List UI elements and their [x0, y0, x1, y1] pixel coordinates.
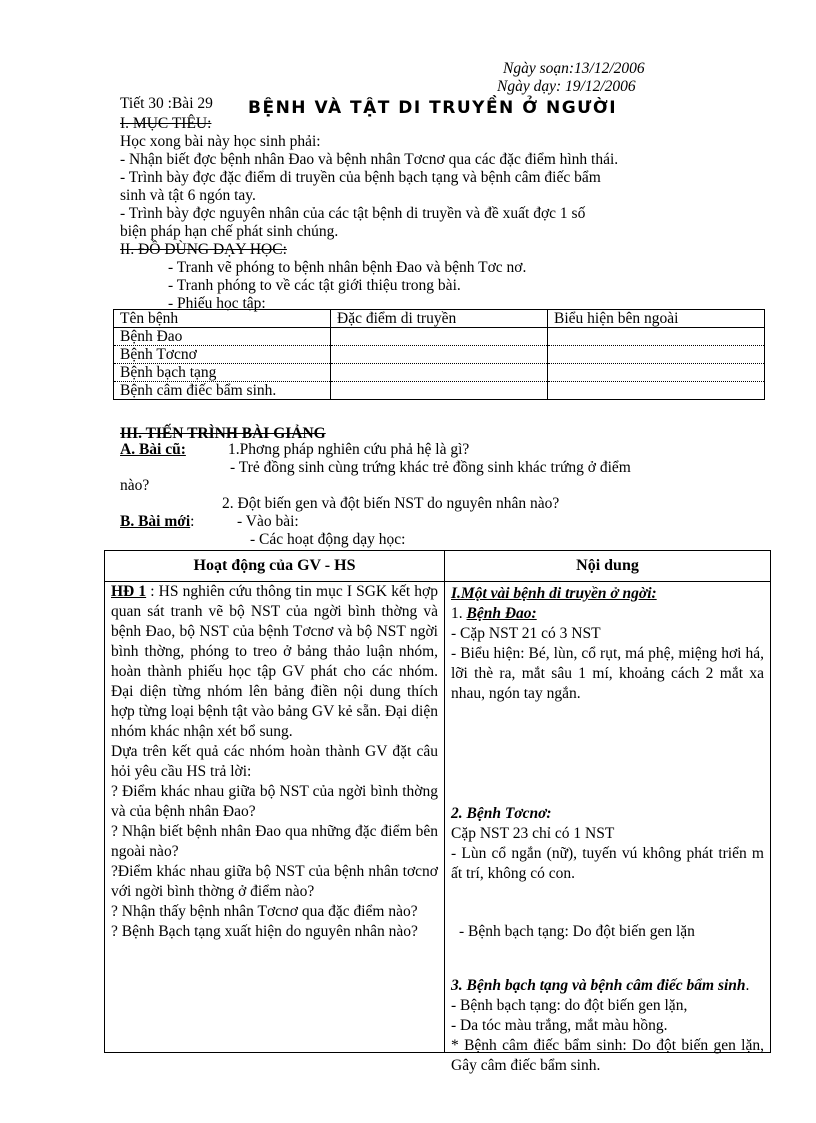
question-paragraph: ? Nhận biết bệnh nhân Đao qua những đặc điểm bên ngoài nào?	[111, 823, 438, 860]
table-cell	[548, 364, 765, 382]
objective-line-2: - Trình bày đợc đặc điểm di truyền của bệnh bạch tạng và bệnh câm điếc bẩm	[120, 169, 601, 186]
table-row	[114, 364, 765, 382]
section3-title: 3. Bệnh bạch tạng và bệnh câm điếc bẩm sinh	[451, 977, 746, 994]
table-cell: Bệnh bạch tạng	[114, 364, 331, 382]
table-header-cell: Biểu hiện bên ngoài	[548, 310, 765, 328]
table-cell: Bệnh Đao	[114, 328, 331, 346]
table-header-row	[114, 310, 765, 328]
hd1-label: HĐ 1	[111, 583, 147, 600]
new-lesson-item-1: - Vào bài:	[237, 513, 299, 530]
material-item-2: - Tranh phóng to về các tật giới thiệu trong bài.	[168, 277, 461, 294]
table-row	[114, 382, 765, 400]
activities-header-row	[105, 551, 771, 582]
new-lesson-colon: :	[190, 513, 195, 530]
table-cell	[331, 364, 548, 382]
section3-line: - Da tóc màu trắng, mắt màu hồng.	[451, 1017, 668, 1034]
section3-block	[451, 976, 764, 1076]
activities-header-right: Nội dung	[445, 551, 771, 582]
objective-line-1: - Nhận biết đợc bệnh nhân Đao và bệnh nhân Tơcnơ qua các đặc điểm hình thái.	[120, 151, 619, 168]
question-paragraph: ?Điểm khác nhau giữa bộ NST của bệnh nhân tơcnơ với ngời bình thờng ở điểm nào?	[111, 863, 438, 900]
table-header-cell: Tên bệnh	[114, 310, 331, 328]
new-lesson-label-row	[120, 513, 194, 531]
objective-line-4: - Trình bày đợc nguyên nhân của các tật bệnh di truyền và đề xuất đợc 1 số	[120, 205, 586, 222]
activities-right-cell	[445, 582, 771, 1074]
dao-heading	[451, 604, 764, 624]
section3-line: * Bệnh câm điếc bẩm sinh: Do đột biến gen lặn, Gây câm điếc bẩm sinh.	[451, 1037, 764, 1074]
section3-title-dot: .	[745, 977, 750, 994]
section3-line: - Bệnh bạch tạng: do đột biến gen lặn,	[451, 997, 688, 1014]
table-cell	[548, 346, 765, 364]
table-cell: Bệnh câm điếc bẩm sinh.	[114, 382, 331, 400]
new-lesson-label: B. Bài mới	[120, 513, 191, 530]
dao-number: 1.	[451, 605, 467, 622]
table-row	[114, 346, 765, 364]
question-paragraph: ? Bệnh Bạch tạng xuất hiện do nguyên nhân nào?	[111, 923, 418, 940]
table-cell	[548, 328, 765, 346]
question-paragraph: ? Nhận thấy bệnh nhân Tơcnơ qua đặc điểm nào?	[111, 903, 418, 920]
section3-title-row	[451, 976, 764, 996]
activities-row	[105, 582, 771, 1053]
objective-line-5: biện pháp hạn chế phát sinh chúng.	[120, 223, 339, 240]
material-item-3: - Phiếu học tập:	[168, 295, 266, 312]
tocno-block	[451, 804, 764, 884]
page-title: BỆNH VÀ TẬT DI TRUYỀN Ở NGƯỜI	[248, 98, 618, 118]
section1-intro: Học xong bài này học sinh phải:	[120, 133, 321, 150]
dao-line: - Biểu hiện: Bé, lùn, cổ rụt, má phệ, miệng hơi há, lỡi thè ra, mắt sâu 1 mí, khoảng cách 2 mắt xa nhau, ngón tay ngắn.	[451, 645, 764, 702]
date-taught: Ngày dạy: 19/12/2006	[497, 78, 636, 95]
tocno-title: 2. Bệnh Tơcnơ:	[451, 805, 552, 822]
old-question-1c: nào?	[120, 477, 150, 494]
dao-line: - Cặp NST 21 có 3 NST	[451, 625, 601, 642]
teacher-activities	[111, 582, 438, 1052]
objective-line-3: sinh và tật 6 ngón tay.	[120, 187, 256, 204]
new-lesson-item-2: - Các hoạt động dạy học:	[250, 531, 406, 548]
table-cell: Bệnh Tơcnơ	[114, 346, 331, 364]
table-cell	[331, 382, 548, 400]
section2-heading: II. ĐỒ DÙNG DẠY HỌC:	[120, 241, 287, 258]
table-cell	[331, 328, 548, 346]
old-lesson-label: A. Bài cũ:	[120, 441, 186, 458]
lesson-content	[451, 582, 764, 1074]
tocno-line: Cặp NST 23 chỉ có 1 NST	[451, 825, 615, 842]
section3-heading: III. TIẾN TRÌNH BÀI GIẢNG	[120, 425, 326, 442]
hd1-text: : HS nghiên cứu thông tin mục I SGK kết hợp quan sát tranh vẽ bộ NST của ngời bình thờng và bệnh Đao, bộ NST của bệnh Tơcnơ và bộ NST ngời bình thờng, phóng to treo ở bảng thảo luận nhóm, hoàn thành phiếu học tập GV phát cho các nhóm. Đại diện từng nhóm lên bảng điền nội dung thích hợp từng loại bệnh tật vào bảng GV kẻ sẵn. Đại diện nhóm khác nhận xét bổ sung.	[111, 583, 438, 740]
bachtang-note: - Bệnh bạch tạng: Do đột biến gen lặn	[459, 923, 695, 940]
table-cell	[331, 346, 548, 364]
table-row	[114, 328, 765, 346]
old-question-1b: - Trẻ đồng sinh cùng trứng khác trẻ đồng sinh khác trứng ở điểm	[230, 459, 631, 476]
content-top-block	[451, 584, 764, 704]
old-question-1: 1.Phơng pháp nghiên cứu phả hệ là gì?	[228, 441, 470, 458]
content-heading: I.Một vài bệnh di truyền ở ngời:	[451, 585, 657, 602]
activities-left-cell	[105, 582, 445, 1053]
activities-table	[104, 550, 771, 1074]
table-cell	[548, 382, 765, 400]
dao-title: Bệnh Đao:	[466, 605, 537, 622]
material-item-1: - Tranh vẽ phóng to bệnh nhân bệnh Đao và bệnh Tơc nơ.	[168, 259, 527, 276]
tocno-line: - Lùn cổ ngắn (nữ), tuyến vú không phát triển m ất trí, không có con.	[451, 845, 764, 882]
worksheet-table	[113, 309, 765, 400]
hd1-paragraph	[111, 582, 438, 742]
table-header-cell: Đặc điểm di truyền	[331, 310, 548, 328]
date-prepared: Ngày soạn:13/12/2006	[503, 60, 645, 77]
lesson-number: Tiết 30 :Bài 29	[120, 95, 213, 112]
question-paragraph: Dựa trên kết quả các nhóm hoàn thành GV đặt câu hỏi yêu cầu HS trả lời:	[111, 743, 438, 780]
old-question-2: 2. Đột biến gen và đột biến NST do nguyên nhân nào?	[222, 495, 560, 512]
section1-heading: I. MỤC TIÊU:	[120, 115, 212, 132]
activities-header-left: Hoạt động của GV - HS	[105, 551, 445, 582]
question-paragraph: ? Điểm khác nhau giữa bộ NST của ngời bình thờng và của bệnh nhân Đao?	[111, 783, 438, 820]
